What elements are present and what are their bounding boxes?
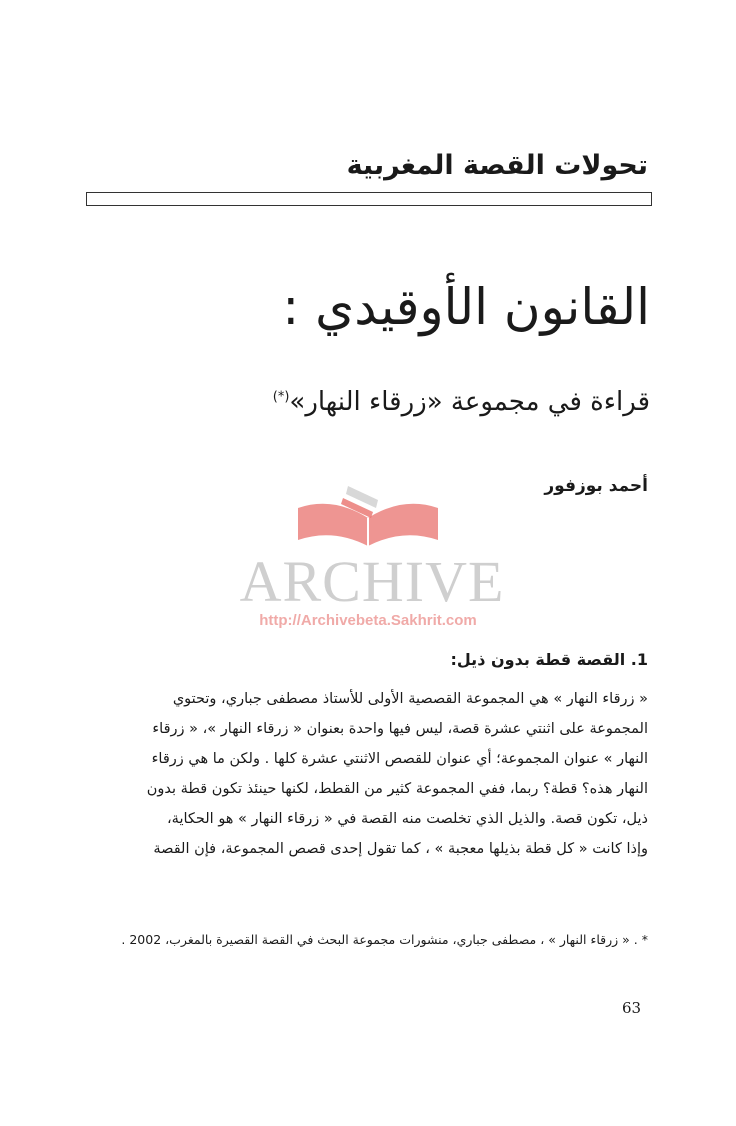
page-number: 63 (622, 999, 642, 1017)
body-line: ذيل، تكون قصة. والذيل الذي تخلصت منه القصة في « زرقاء النهار » هو الحكاية، (166, 811, 648, 827)
body-paragraph (83, 684, 648, 864)
watermark-url: http://Archivebeta.Sakhrit.com (259, 612, 477, 629)
body-line: المجموعة على اثنتي عشرة قصة، ليس فيها واحدة بعنوان « زرقاء النهار »، « زرقاء (152, 721, 648, 737)
header-rule (86, 192, 652, 206)
article-title: القانون الأوقيدي : (282, 278, 650, 336)
subtitle-footnote-marker: (*) (272, 389, 290, 405)
author-name: أحمد بوزفور (544, 476, 648, 496)
body-line: وإذا كانت « كل قطة بذيلها معجبة » ، كما تقول إحدى قصص المجموعة، فإن القصة (153, 841, 648, 857)
article-subtitle (273, 387, 650, 417)
section-heading: 1. القصة قطة بدون ذيل: (450, 650, 648, 669)
body-line: النهار » عنوان المجموعة؛ أي عنوان للقصص الاثنتي عشرة كلها . ولكن ما هي زرقاء (151, 751, 648, 767)
running-head: تحولات القصة المغربية (346, 150, 648, 181)
body-line: « زرقاء النهار » هي المجموعة القصصية الأولى للأستاذ مصطفى جباري، وتحتوي (172, 691, 648, 707)
watermark-text: ARCHIVE (239, 549, 505, 614)
watermark-book-icon (288, 478, 448, 548)
subtitle-text: قراءة في مجموعة «زرقاء النهار» (289, 387, 650, 417)
body-line: النهار هذه؟ قطة؟ ربما، ففي المجموعة كثير من القطط، لكنها حينئذ تكون قطة بدون (146, 781, 648, 797)
footnote: * . « زرقاء النهار » ، مصطفى جباري، منشورات مجموعة البحث في القصة القصيرة بالمغرب، 2002 . (121, 932, 648, 947)
